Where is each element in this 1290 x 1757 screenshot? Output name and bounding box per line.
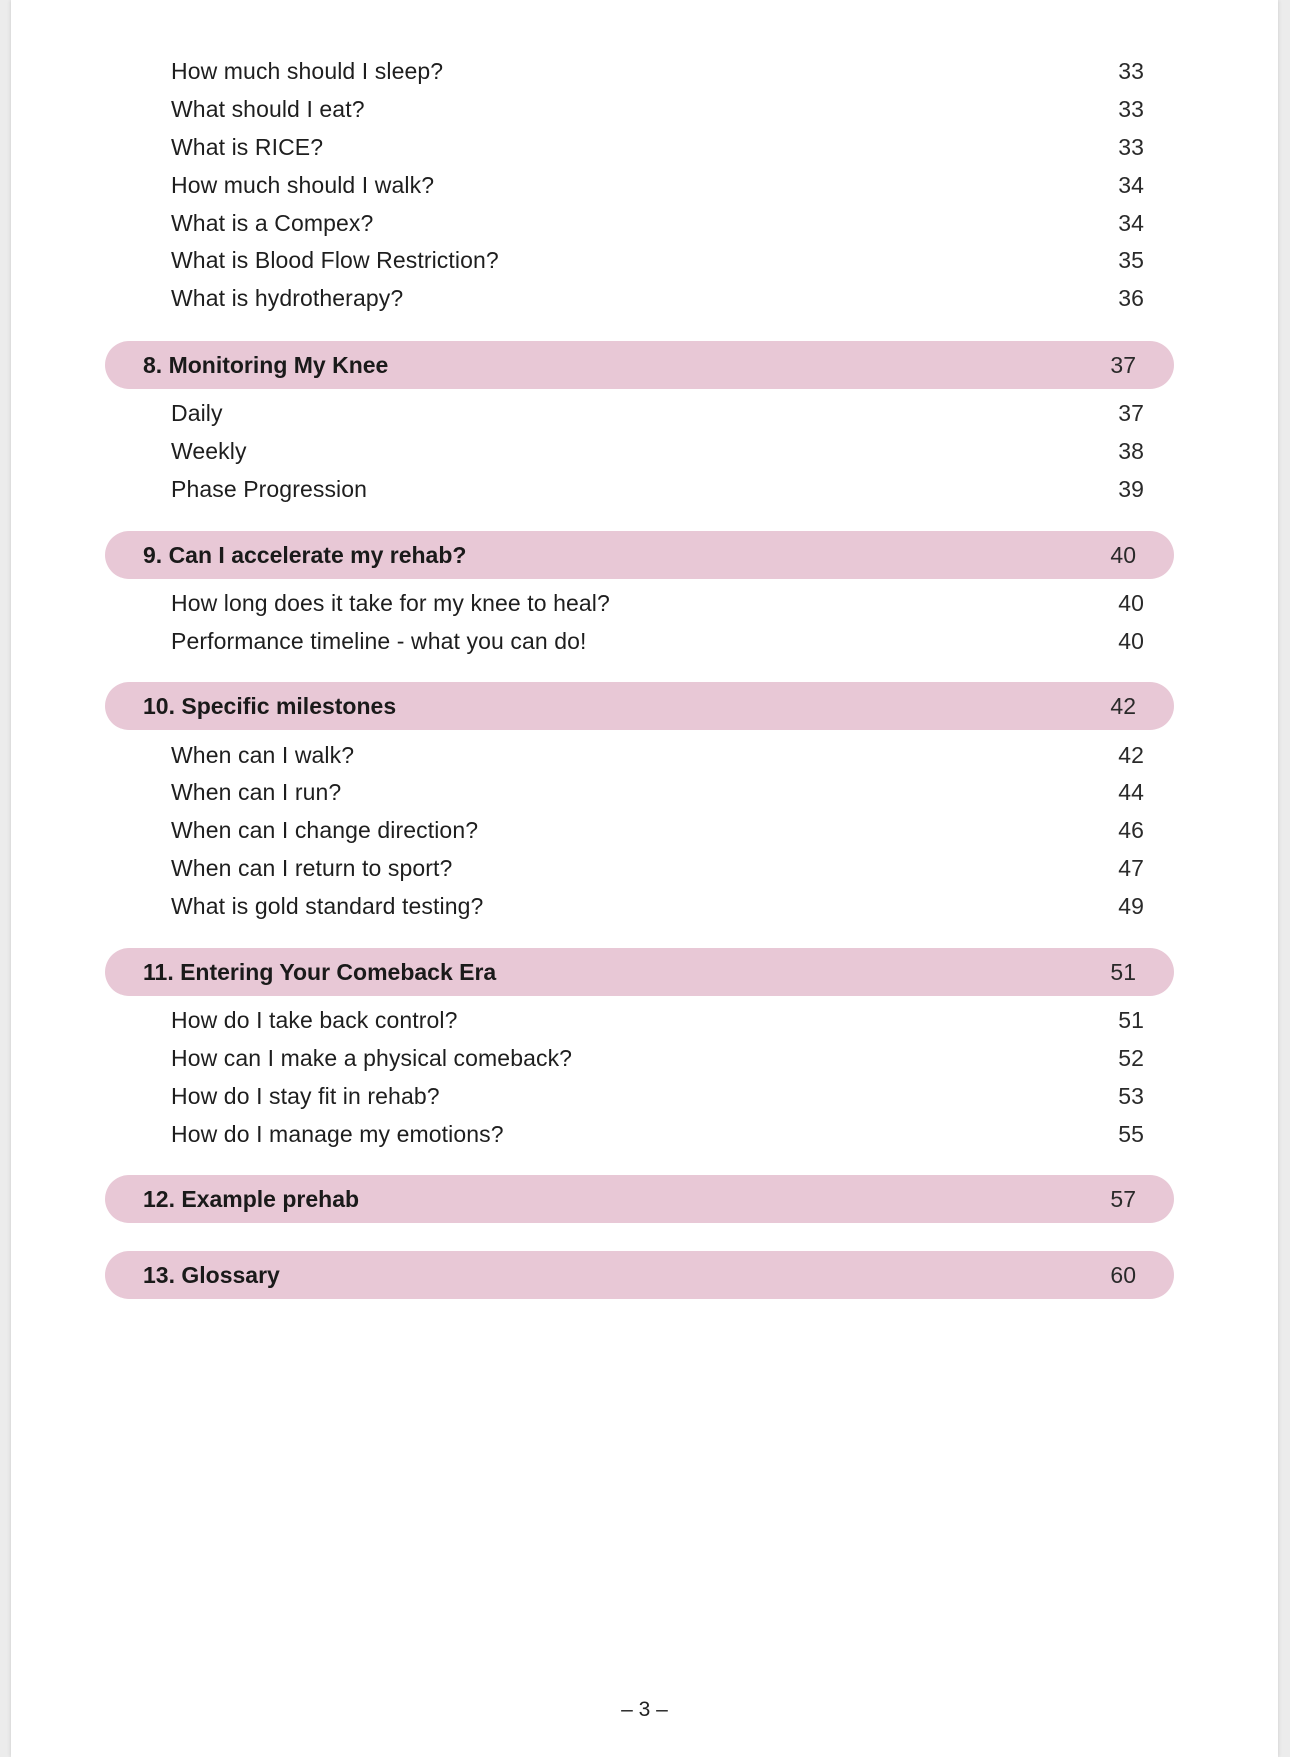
toc-entry-label: Performance timeline - what you can do!	[171, 627, 587, 654]
toc-entry-label: Phase Progression	[171, 475, 368, 502]
toc-section-heading[interactable]	[105, 531, 1174, 579]
toc-entry[interactable]	[171, 470, 1144, 508]
toc-section-page: 42	[1110, 692, 1136, 719]
toc-entry-page: 40	[1118, 589, 1144, 616]
toc-section-heading[interactable]	[105, 948, 1174, 996]
toc-entry-label: What is hydrotherapy?	[171, 284, 404, 311]
toc-entry-label: What is a Compex?	[171, 209, 374, 236]
toc-entry-label: What is Blood Flow Restriction?	[171, 246, 499, 273]
toc-entry-page: 40	[1118, 627, 1144, 654]
toc-entry-page: 49	[1118, 892, 1144, 919]
toc-entry-page: 39	[1118, 475, 1144, 502]
toc-entry-page: 52	[1118, 1044, 1144, 1071]
toc-section-title: 9. Can I accelerate my rehab?	[143, 541, 467, 568]
toc-entry-label: When can I run?	[171, 778, 342, 805]
toc-entry-label: How do I manage my emotions?	[171, 1120, 504, 1147]
toc-section-heading[interactable]	[105, 1251, 1174, 1299]
toc-entry[interactable]	[171, 1039, 1144, 1077]
toc-entry[interactable]	[171, 128, 1144, 166]
toc-entry-page: 36	[1118, 284, 1144, 311]
toc-entry[interactable]	[171, 241, 1144, 279]
toc-entry-page: 47	[1118, 854, 1144, 881]
toc-entry-page: 53	[1118, 1082, 1144, 1109]
toc-entry-label: When can I return to sport?	[171, 854, 453, 881]
toc-entry-label: What is gold standard testing?	[171, 892, 484, 919]
toc-entry-label: How much should I sleep?	[171, 57, 444, 84]
toc-entry[interactable]	[171, 204, 1144, 242]
toc-entry-label: How much should I walk?	[171, 171, 435, 198]
toc-entry-label: Weekly	[171, 437, 247, 464]
toc-entry[interactable]	[171, 52, 1144, 90]
toc-entry-page: 38	[1118, 437, 1144, 464]
toc-entry-label: When can I walk?	[171, 741, 355, 768]
toc-section-title: 8. Monitoring My Knee	[143, 351, 389, 378]
toc-entry[interactable]	[171, 1077, 1144, 1115]
toc-section-title: 13. Glossary	[143, 1261, 280, 1288]
toc-entry-page: 34	[1118, 209, 1144, 236]
toc-entry-label: How long does it take for my knee to heal?	[171, 589, 610, 616]
toc-section-page: 57	[1110, 1185, 1136, 1212]
toc-entry-label: What should I eat?	[171, 95, 365, 122]
toc-entry-page: 42	[1118, 741, 1144, 768]
toc-section-page: 40	[1110, 541, 1136, 568]
toc-entry[interactable]	[171, 584, 1144, 622]
toc-entry-label: How do I take back control?	[171, 1006, 458, 1033]
toc-entry[interactable]	[171, 1115, 1144, 1153]
toc-entry-page: 46	[1118, 816, 1144, 843]
toc-entry[interactable]	[171, 90, 1144, 128]
toc-entry[interactable]	[171, 1001, 1144, 1039]
toc-entry-label: How can I make a physical comeback?	[171, 1044, 573, 1071]
toc-entry[interactable]	[171, 811, 1144, 849]
toc-entry[interactable]	[171, 622, 1144, 660]
toc-section-title: 11. Entering Your Comeback Era	[143, 958, 497, 985]
toc-entry-page: 35	[1118, 246, 1144, 273]
toc-entry-label: How do I stay fit in rehab?	[171, 1082, 440, 1109]
toc-entry[interactable]	[171, 773, 1144, 811]
toc-entry[interactable]	[171, 432, 1144, 470]
toc-entry[interactable]	[171, 736, 1144, 774]
toc-entry-page: 44	[1118, 778, 1144, 805]
toc-entry[interactable]	[171, 279, 1144, 317]
toc-entry-page: 33	[1118, 95, 1144, 122]
page-number: – 3 –	[621, 1698, 668, 1721]
toc-entry-page: 34	[1118, 171, 1144, 198]
toc-entry[interactable]	[171, 887, 1144, 925]
toc-entry[interactable]	[171, 849, 1144, 887]
toc-section-title: 12. Example prehab	[143, 1185, 360, 1212]
toc-section-heading[interactable]	[105, 341, 1174, 389]
toc-section-title: 10. Specific milestones	[143, 692, 397, 719]
toc-entry-label: What is RICE?	[171, 133, 324, 160]
toc-entry-page: 33	[1118, 57, 1144, 84]
toc-entry-page: 51	[1118, 1006, 1144, 1033]
toc-section-page: 51	[1110, 958, 1136, 985]
toc-section-page: 60	[1110, 1261, 1136, 1288]
toc-entry[interactable]	[171, 394, 1144, 432]
toc-section-heading[interactable]	[105, 1175, 1174, 1223]
toc-entry-label: Daily	[171, 399, 223, 426]
toc-entry-page: 37	[1118, 399, 1144, 426]
toc-section-page: 37	[1110, 351, 1136, 378]
document-page	[11, 0, 1278, 1757]
toc-entry-page: 55	[1118, 1120, 1144, 1147]
toc-entry-label: When can I change direction?	[171, 816, 479, 843]
toc-entry-page: 33	[1118, 133, 1144, 160]
toc-section-heading[interactable]	[105, 682, 1174, 730]
toc-entry[interactable]	[171, 166, 1144, 204]
